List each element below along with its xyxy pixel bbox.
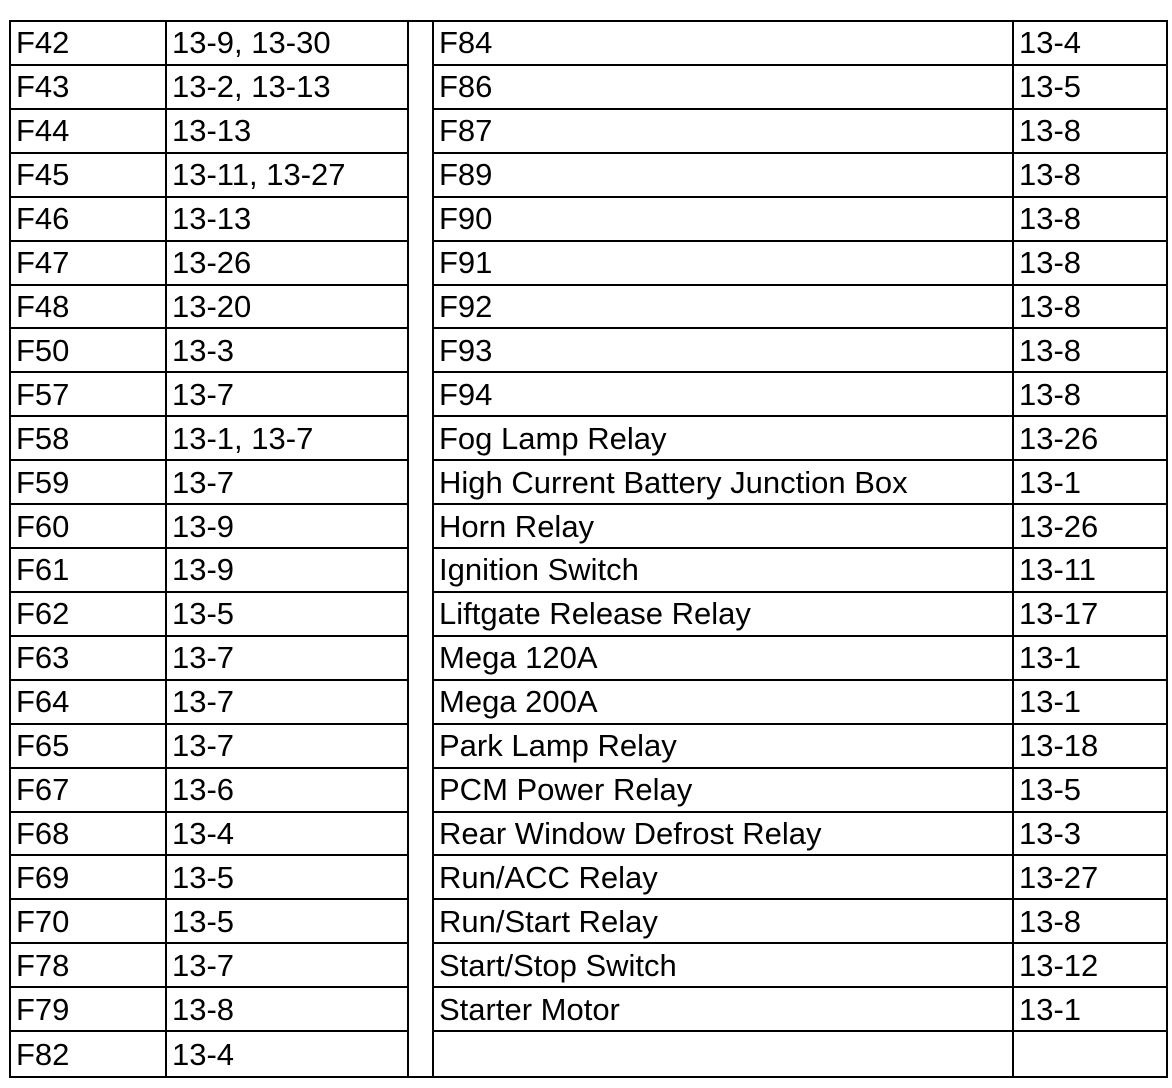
left-page-ref-cell: 13-11, 13-27 [167, 154, 409, 198]
right-component-cell: Rear Window Defrost Relay [434, 813, 1014, 857]
left-page-ref-cell: 13-1, 13-7 [167, 417, 409, 461]
left-page-ref-cell: 13-4 [167, 1032, 409, 1076]
left-component-cell: F61 [11, 549, 167, 593]
right-component-cell: Starter Motor [434, 988, 1014, 1032]
left-component-cell: F78 [11, 944, 167, 988]
right-component-cell: Run/ACC Relay [434, 856, 1014, 900]
right-page-ref-cell: 13-1 [1014, 461, 1166, 505]
left-page-ref-cell: 13-7 [167, 944, 409, 988]
left-component-cell: F45 [11, 154, 167, 198]
right-component-cell: Park Lamp Relay [434, 725, 1014, 769]
right-component-cell: F93 [434, 329, 1014, 373]
left-component-cell: F70 [11, 900, 167, 944]
right-component-cell: F89 [434, 154, 1014, 198]
left-component-cell: F64 [11, 681, 167, 725]
left-page-ref-cell: 13-7 [167, 681, 409, 725]
right-page-ref-cell: 13-8 [1014, 198, 1166, 242]
right-page-ref-cell: 13-11 [1014, 549, 1166, 593]
left-component-cell: F48 [11, 286, 167, 330]
left-component-cell: F47 [11, 242, 167, 286]
right-page-ref-cell: 13-1 [1014, 637, 1166, 681]
right-page-ref-cell: 13-8 [1014, 329, 1166, 373]
right-page-ref-cell: 13-17 [1014, 593, 1166, 637]
right-page-ref-cell: 13-26 [1014, 505, 1166, 549]
right-component-cell: High Current Battery Junction Box [434, 461, 1014, 505]
right-component-cell: F86 [434, 66, 1014, 110]
right-page-ref-cell: 13-8 [1014, 242, 1166, 286]
left-page-ref-cell: 13-5 [167, 900, 409, 944]
left-page-ref-cell: 13-7 [167, 637, 409, 681]
left-component-cell: F65 [11, 725, 167, 769]
right-component-cell: F91 [434, 242, 1014, 286]
right-component-cell: F92 [434, 286, 1014, 330]
column-separator [409, 22, 434, 1076]
left-page-ref-cell: 13-5 [167, 856, 409, 900]
left-component-cell: F82 [11, 1032, 167, 1076]
left-component-cell: F57 [11, 373, 167, 417]
right-component-cell: Start/Stop Switch [434, 944, 1014, 988]
right-component-cell: Mega 200A [434, 681, 1014, 725]
right-component-cell: Run/Start Relay [434, 900, 1014, 944]
right-page-ref-cell: 13-8 [1014, 154, 1166, 198]
right-page-ref-cell: 13-8 [1014, 110, 1166, 154]
right-component-cell: Mega 120A [434, 637, 1014, 681]
right-component-cell: Horn Relay [434, 505, 1014, 549]
right-page-ref-cell: 13-3 [1014, 813, 1166, 857]
right-page-ref-cell [1014, 1032, 1166, 1076]
right-component-cell: Ignition Switch [434, 549, 1014, 593]
component-location-table [9, 20, 1168, 1078]
right-page-ref-cell: 13-27 [1014, 856, 1166, 900]
right-page-ref-cell: 13-1 [1014, 681, 1166, 725]
left-page-ref-cell: 13-4 [167, 813, 409, 857]
left-component-cell: F42 [11, 22, 167, 66]
right-component-cell: PCM Power Relay [434, 769, 1014, 813]
left-page-ref-cell: 13-7 [167, 461, 409, 505]
left-page-ref-cell: 13-13 [167, 110, 409, 154]
right-page-ref-cell: 13-1 [1014, 988, 1166, 1032]
left-page-ref-cell: 13-20 [167, 286, 409, 330]
left-component-cell: F62 [11, 593, 167, 637]
right-component-cell: F87 [434, 110, 1014, 154]
right-page-ref-cell: 13-8 [1014, 373, 1166, 417]
left-component-cell: F46 [11, 198, 167, 242]
right-component-cell: F84 [434, 22, 1014, 66]
right-component-cell: Liftgate Release Relay [434, 593, 1014, 637]
right-component-cell: F94 [434, 373, 1014, 417]
left-component-cell: F58 [11, 417, 167, 461]
right-page-ref-cell: 13-18 [1014, 725, 1166, 769]
left-page-ref-cell: 13-8 [167, 988, 409, 1032]
left-component-cell: F43 [11, 66, 167, 110]
right-page-ref-cell: 13-26 [1014, 417, 1166, 461]
left-component-cell: F68 [11, 813, 167, 857]
left-component-cell: F69 [11, 856, 167, 900]
left-page-ref-cell: 13-7 [167, 373, 409, 417]
left-page-ref-cell: 13-5 [167, 593, 409, 637]
right-page-ref-cell: 13-5 [1014, 66, 1166, 110]
right-component-cell [434, 1032, 1014, 1076]
left-component-cell: F63 [11, 637, 167, 681]
left-page-ref-cell: 13-9 [167, 549, 409, 593]
left-component-cell: F67 [11, 769, 167, 813]
left-component-cell: F44 [11, 110, 167, 154]
left-page-ref-cell: 13-26 [167, 242, 409, 286]
left-component-cell: F60 [11, 505, 167, 549]
right-page-ref-cell: 13-4 [1014, 22, 1166, 66]
right-page-ref-cell: 13-12 [1014, 944, 1166, 988]
left-page-ref-cell: 13-6 [167, 769, 409, 813]
right-page-ref-cell: 13-5 [1014, 769, 1166, 813]
left-page-ref-cell: 13-3 [167, 329, 409, 373]
left-page-ref-cell: 13-13 [167, 198, 409, 242]
left-page-ref-cell: 13-7 [167, 725, 409, 769]
left-page-ref-cell: 13-9 [167, 505, 409, 549]
right-page-ref-cell: 13-8 [1014, 286, 1166, 330]
left-component-cell: F79 [11, 988, 167, 1032]
left-page-ref-cell: 13-2, 13-13 [167, 66, 409, 110]
right-component-cell: F90 [434, 198, 1014, 242]
left-component-cell: F50 [11, 329, 167, 373]
right-component-cell: Fog Lamp Relay [434, 417, 1014, 461]
right-page-ref-cell: 13-8 [1014, 900, 1166, 944]
left-page-ref-cell: 13-9, 13-30 [167, 22, 409, 66]
left-component-cell: F59 [11, 461, 167, 505]
